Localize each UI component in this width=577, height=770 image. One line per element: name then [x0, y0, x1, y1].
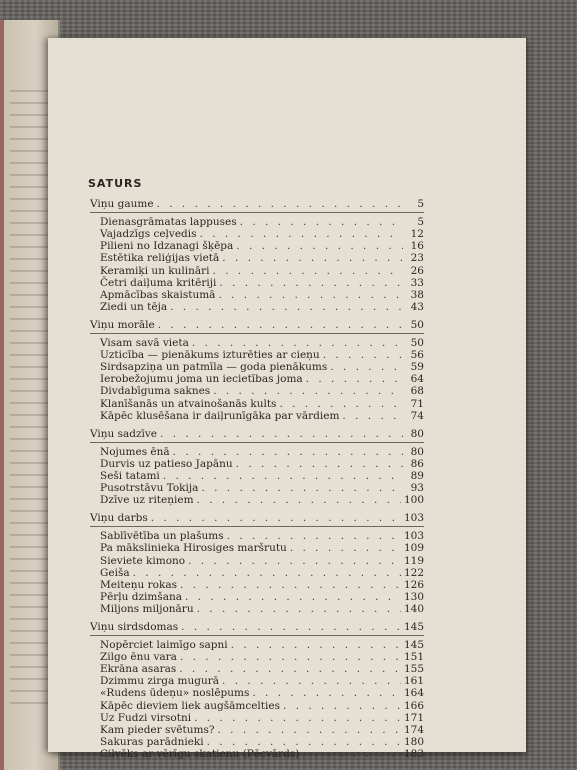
toc-entry-label: Ekrāna asaras: [100, 663, 177, 676]
toc-entry-label: Sakuras parādnieki: [100, 735, 204, 748]
section-heading-label: Viņu sirdsdomas: [90, 621, 179, 633]
toc-entry-page-number: 43: [410, 300, 424, 313]
dot-leader: [302, 748, 401, 760]
toc-section: [88, 428, 424, 507]
toc-entry-page-number: 180: [403, 735, 424, 748]
toc-entry: [88, 252, 424, 264]
toc-entry: [88, 712, 424, 724]
section-heading-label: Viņu darbs: [90, 512, 148, 525]
toc-entry-page-number: 50: [410, 337, 424, 350]
toc-entry: [88, 301, 424, 313]
book-cover-edge: [0, 20, 4, 770]
dot-leader: [222, 252, 403, 264]
toc-entry: [88, 289, 424, 301]
table-of-contents: [88, 178, 424, 766]
toc-entry: [88, 240, 424, 252]
toc-entry-page-number: 109: [403, 542, 424, 555]
toc-entry-page-number: 130: [403, 590, 424, 603]
toc-entry: [88, 410, 424, 422]
toc-entry-page-number: 122: [403, 566, 424, 579]
section-heading: [88, 512, 424, 524]
dot-leader: [252, 687, 401, 699]
section-heading: [88, 428, 424, 440]
toc-entry-page-number: 93: [410, 482, 424, 495]
dot-leader: [342, 410, 403, 422]
toc-entry: [88, 494, 424, 506]
toc-entry: [88, 446, 424, 458]
toc-entry-page-number: 174: [403, 723, 424, 736]
section-heading-page-number: 103: [403, 512, 424, 525]
toc-entry-page-number: 100: [403, 494, 424, 507]
toc-entry: [88, 736, 424, 748]
section-rule: [90, 526, 424, 527]
section-rule: [90, 442, 424, 443]
toc-entry-label: Cilvēks ar vērīgu skatienu (Pēcvārds): [100, 747, 300, 760]
toc-entry-label: Uz Fudzi virsotni: [100, 711, 192, 724]
dot-leader: [219, 277, 403, 289]
dot-leader: [306, 373, 403, 385]
toc-entry: [88, 542, 424, 554]
toc-entry-label: Sirdsapziņa un patmīla — goda pienākums: [100, 361, 328, 374]
toc-entry-label: Pa mākslinieka Hirosiges maršrutu: [100, 542, 287, 555]
dot-leader: [330, 361, 403, 373]
toc-entry-label: Visam savā vieta: [100, 337, 189, 350]
toc-entry-label: Zilgo ēnu vara: [100, 651, 177, 664]
section-heading-label: Viņu morāle: [90, 318, 155, 331]
toc-entry-label: Kāpēc dieviem liek augšāmcelties: [100, 699, 280, 712]
dot-leader: [180, 579, 401, 591]
dot-leader: [290, 542, 401, 554]
dot-leader: [207, 736, 401, 748]
toc-entry-label: Pērļu dzimšana: [100, 590, 182, 603]
dot-leader: [170, 301, 403, 313]
toc-entry: [88, 675, 424, 687]
toc-entry: [88, 591, 424, 603]
toc-entry-page-number: 161: [403, 675, 424, 688]
toc-entry: [88, 385, 424, 397]
dot-leader: [201, 482, 403, 494]
toc-entry: [88, 216, 424, 228]
dot-leader: [240, 216, 403, 228]
toc-entry-page-number: 166: [403, 699, 424, 712]
toc-entry-label: Sablīvētība un plašums: [100, 530, 224, 543]
toc-entry-label: Vajadzīgs ceļvedis: [100, 228, 197, 241]
dot-leader: [213, 385, 403, 397]
toc-section: [88, 621, 424, 760]
toc-entry: [88, 398, 424, 410]
dot-leader: [179, 663, 401, 675]
toc-entry-page-number: 59: [410, 361, 424, 374]
toc-entry: [88, 579, 424, 591]
dot-leader: [157, 198, 403, 210]
toc-entry-label: Estētika reliģijas vietā: [100, 252, 220, 265]
dot-leader: [227, 530, 401, 542]
toc-entry-page-number: 86: [410, 457, 424, 470]
toc-entry: [88, 687, 424, 699]
toc-entry-page-number: 33: [410, 276, 424, 289]
toc-entry-label: Kāpēc klusēšana ir daiļrunīgāka par vārdiem: [100, 409, 340, 422]
dot-leader: [279, 398, 403, 410]
dot-leader: [231, 639, 401, 651]
toc-entry-label: Kam pieder svētums?: [100, 723, 215, 736]
toc-entry-label: Ierobežojumu joma un iecietības joma: [100, 373, 303, 386]
dot-leader: [200, 228, 403, 240]
dot-leader: [163, 470, 403, 482]
toc-entry: [88, 530, 424, 542]
dot-leader: [194, 712, 401, 724]
toc-entry: [88, 373, 424, 385]
section-heading-page-number: 80: [410, 427, 424, 440]
dot-leader: [222, 675, 401, 687]
dot-leader: [173, 446, 403, 458]
dot-leader: [133, 567, 401, 579]
toc-entry-label: Pusotrstāvu Tokija: [100, 482, 199, 495]
toc-entry-page-number: 171: [403, 711, 424, 724]
dot-leader: [236, 240, 403, 252]
toc-entry: [88, 349, 424, 361]
dot-leader: [188, 555, 401, 567]
toc-entry-label: Nopērciet laimīgo sapni: [100, 639, 228, 652]
dot-leader: [185, 591, 401, 603]
toc-entry-page-number: 119: [403, 554, 424, 567]
toc-entry-page-number: 126: [403, 578, 424, 591]
dot-leader: [236, 458, 403, 470]
toc-entry-page-number: 155: [403, 663, 424, 676]
toc-sections: [88, 198, 424, 760]
toc-entry-page-number: 68: [410, 385, 424, 398]
dot-leader: [283, 700, 401, 712]
toc-entry: [88, 639, 424, 651]
toc-entry: [88, 567, 424, 579]
toc-entry: [88, 663, 424, 675]
toc-entry: [88, 651, 424, 663]
toc-entry-page-number: 16: [410, 240, 424, 253]
section-heading-label: Viņu sadzīve: [90, 427, 158, 440]
toc-entry-label: Dzīve uz riteņiem: [100, 494, 194, 507]
toc-entry-label: Uzticība — pienākums izturēties ar cieņu: [100, 349, 320, 362]
section-rule: [90, 212, 424, 213]
toc-entry-page-number: 23: [410, 252, 424, 265]
toc-entry-page-number: 151: [403, 651, 424, 664]
toc-entry-page-number: 80: [410, 445, 424, 458]
dot-leader: [158, 319, 403, 331]
toc-entry: [88, 361, 424, 373]
toc-entry-page-number: 103: [403, 530, 424, 543]
toc-section: [88, 512, 424, 615]
toc-section: [88, 319, 424, 422]
toc-entry-label: Meiteņu rokas: [100, 578, 177, 591]
section-rule: [90, 635, 424, 636]
toc-entry-label: Klanīšanās un atvainošanās kults: [100, 397, 277, 410]
toc-entry: [88, 265, 424, 277]
toc-entry-page-number: 145: [403, 639, 424, 652]
section-heading-page-number: 50: [410, 318, 424, 331]
toc-entry-label: Nojumes ēnā: [100, 445, 170, 458]
toc-entry-page-number: 12: [410, 228, 424, 241]
toc-entry-label: Dzimmu zirga mugurā: [100, 675, 220, 688]
toc-entry-label: Četri daiļuma kritēriji: [100, 276, 217, 289]
toc-entry: [88, 337, 424, 349]
dot-leader: [323, 349, 403, 361]
section-heading-label: Viņu gaume: [90, 198, 154, 211]
toc-entry-label: Divdabīguma saknes: [100, 385, 211, 398]
dot-leader: [181, 621, 401, 633]
toc-entry-label: «Rudens ūdeņu» noslēpums: [100, 687, 250, 700]
dot-leader: [180, 651, 401, 663]
section-rule: [90, 333, 424, 334]
dot-leader: [218, 289, 403, 301]
toc-entry: [88, 748, 424, 760]
toc-entry-label: Seši tatami: [100, 469, 160, 482]
toc-entry-page-number: 71: [410, 397, 424, 410]
dot-leader: [192, 337, 403, 349]
toc-entry-page-number: 183: [403, 747, 424, 760]
toc-entry-page-number: 140: [403, 602, 424, 615]
toc-entry: [88, 482, 424, 494]
toc-entry-label: Dienasgrāmatas lappuses: [100, 216, 237, 229]
toc-entry-label: Ziedi un tēja: [100, 300, 168, 313]
toc-entry-label: Sieviete kimono: [100, 554, 186, 567]
toc-entry-label: Geiša: [100, 566, 130, 579]
toc-entry: [88, 470, 424, 482]
toc-entry: [88, 724, 424, 736]
section-heading-page-number: 5: [417, 198, 424, 211]
toc-entry-label: Durvis uz patieso Japānu: [100, 457, 233, 470]
toc-entry: [88, 458, 424, 470]
toc-entry: [88, 277, 424, 289]
toc-entry: [88, 700, 424, 712]
section-heading-page-number: 145: [403, 621, 424, 633]
dot-leader: [151, 512, 401, 524]
toc-entry: [88, 228, 424, 240]
toc-entry-page-number: 64: [410, 373, 424, 386]
toc-entry-page-number: 164: [403, 687, 424, 700]
dot-leader: [197, 494, 401, 506]
dot-leader: [160, 428, 403, 440]
toc-entry: [88, 603, 424, 615]
toc-entry-page-number: 56: [410, 349, 424, 362]
left-page-faint-text: [10, 90, 52, 710]
toc-entry-label: Pilieni no Idzanagi šķēpa: [100, 240, 234, 253]
toc-entry-page-number: 74: [410, 409, 424, 422]
section-heading: [88, 198, 424, 210]
section-heading: [88, 621, 424, 633]
dot-leader: [213, 265, 403, 277]
toc-entry-page-number: 89: [410, 469, 424, 482]
toc-entry-label: Keramiķi un kulināri: [100, 264, 210, 277]
toc-entry-page-number: 26: [410, 264, 424, 277]
toc-entry-page-number: 38: [410, 288, 424, 301]
toc-section: [88, 198, 424, 313]
dot-leader: [217, 724, 400, 736]
dot-leader: [197, 603, 401, 615]
toc-entry-label: Miljons miljonāru: [100, 602, 194, 615]
toc-title: SATURS: [88, 177, 143, 190]
toc-entry-page-number: 5: [417, 216, 424, 229]
toc-entry: [88, 555, 424, 567]
toc-entry-label: Apmācības skaistumā: [100, 288, 216, 301]
section-heading: [88, 319, 424, 331]
